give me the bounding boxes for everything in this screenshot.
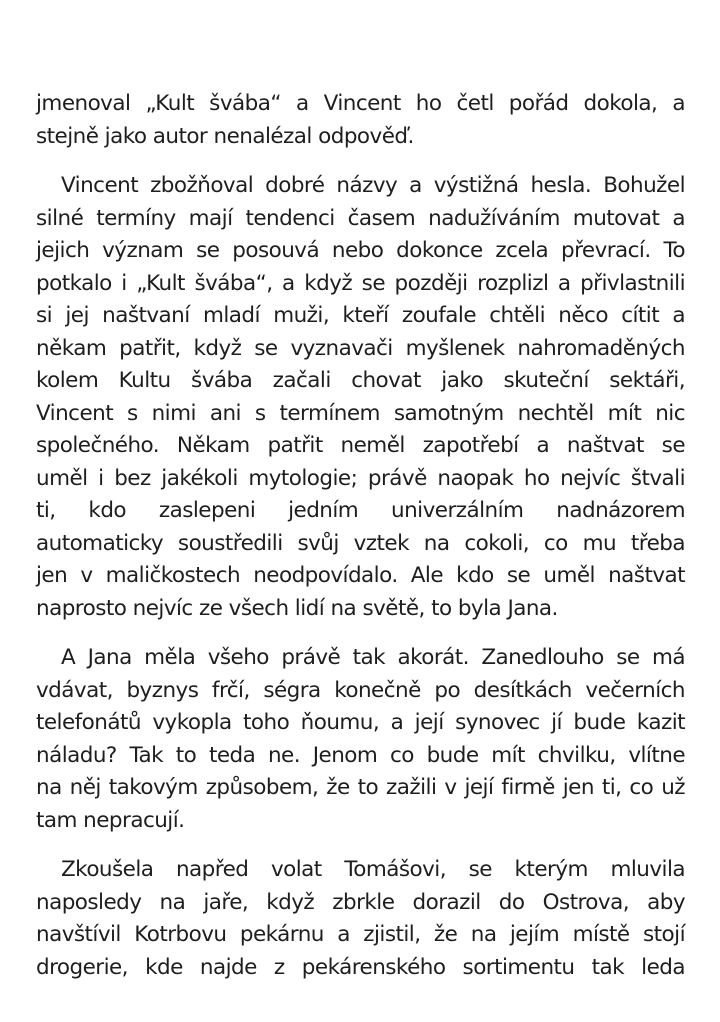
text-line: drogerie, kde najde z pekárenského sortimentu tak leda [36,954,685,980]
text-line: jmenoval „Kult švába“ a Vincent ho četl pořád dokola, a [36,91,685,116]
text-line: Vincent s nimi ani s termínem samotným nechtěl mít nic [36,400,685,426]
paragraph-1 [36,88,685,153]
text-line: stejně jako autor nenalézal odpověď. [36,123,414,149]
text-line: ti, kdo zaslepeni jedním univerzálním nadnázorem [36,498,685,523]
text-line: silné termíny mají tendenci časem nadužíváním mutovat a [36,205,685,231]
text-line: tam nepracují. [36,807,185,833]
text-line: si jej naštvaní mladí muži, kteří zoufale chtěli něco cítit a [36,303,685,328]
paragraph-4 [36,854,685,984]
text-line: jejich význam se posouvá nebo dokonce zcela převrací. To [36,238,685,263]
text-line: automaticky soustředili svůj vztek na cokoli, co mu třeba [36,530,685,556]
text-line: vdávat, byznys frčí, ségra konečně po desítkách večerních [36,677,685,703]
text-line: společného. Někam patřit neměl zapotřebí a naštvat se [36,433,685,458]
text-line: A Jana měla všeho právě tak akorát. Zanedlouho se má [61,645,685,670]
paragraph-2 [36,170,685,625]
text-line: Vincent zbožňoval dobré názvy a výstižná hesla. Bohužel [61,173,685,198]
text-line: někam patřit, když se vyznavači myšlenek nahromaděných [36,335,685,361]
text-line: telefonátů vykopla toho ňoumu, a její synovec jí bude kazit [36,710,685,735]
text-line: kolem Kultu švába začali chovat jako skuteční sektáři, [36,368,685,393]
text-line: navštívil Kotrbovu pekárnu a zjistil, že na jejím místě stojí [36,922,685,947]
text-line: uměl i bez jakékoli mytologie; právě naopak ho nejvíc štvali [36,465,685,491]
text-line: Zkoušela napřed volat Tomášovi, se kterým mluvila [61,857,685,882]
text-line: naposledy na jaře, když zbrkle dorazil do Ostrova, aby [36,889,685,915]
text-line: na něj takovým způsobem, že to zažili v její firmě jen ti, co už [36,775,685,800]
text-line: jen v maličkostech neodpovídalo. Ale kdo se uměl naštvat [36,563,685,588]
paragraph-3 [36,642,685,837]
text-line: potkalo i „Kult švába“, a když se později rozplizl a přivlastnili [36,270,685,296]
text-line: náladu? Tak to teda ne. Jenom co bude mít chvilku, vlítne [36,742,685,768]
text-line: naprosto nejvíc ze všech lidí na světě, to byla Jana. [36,595,558,621]
